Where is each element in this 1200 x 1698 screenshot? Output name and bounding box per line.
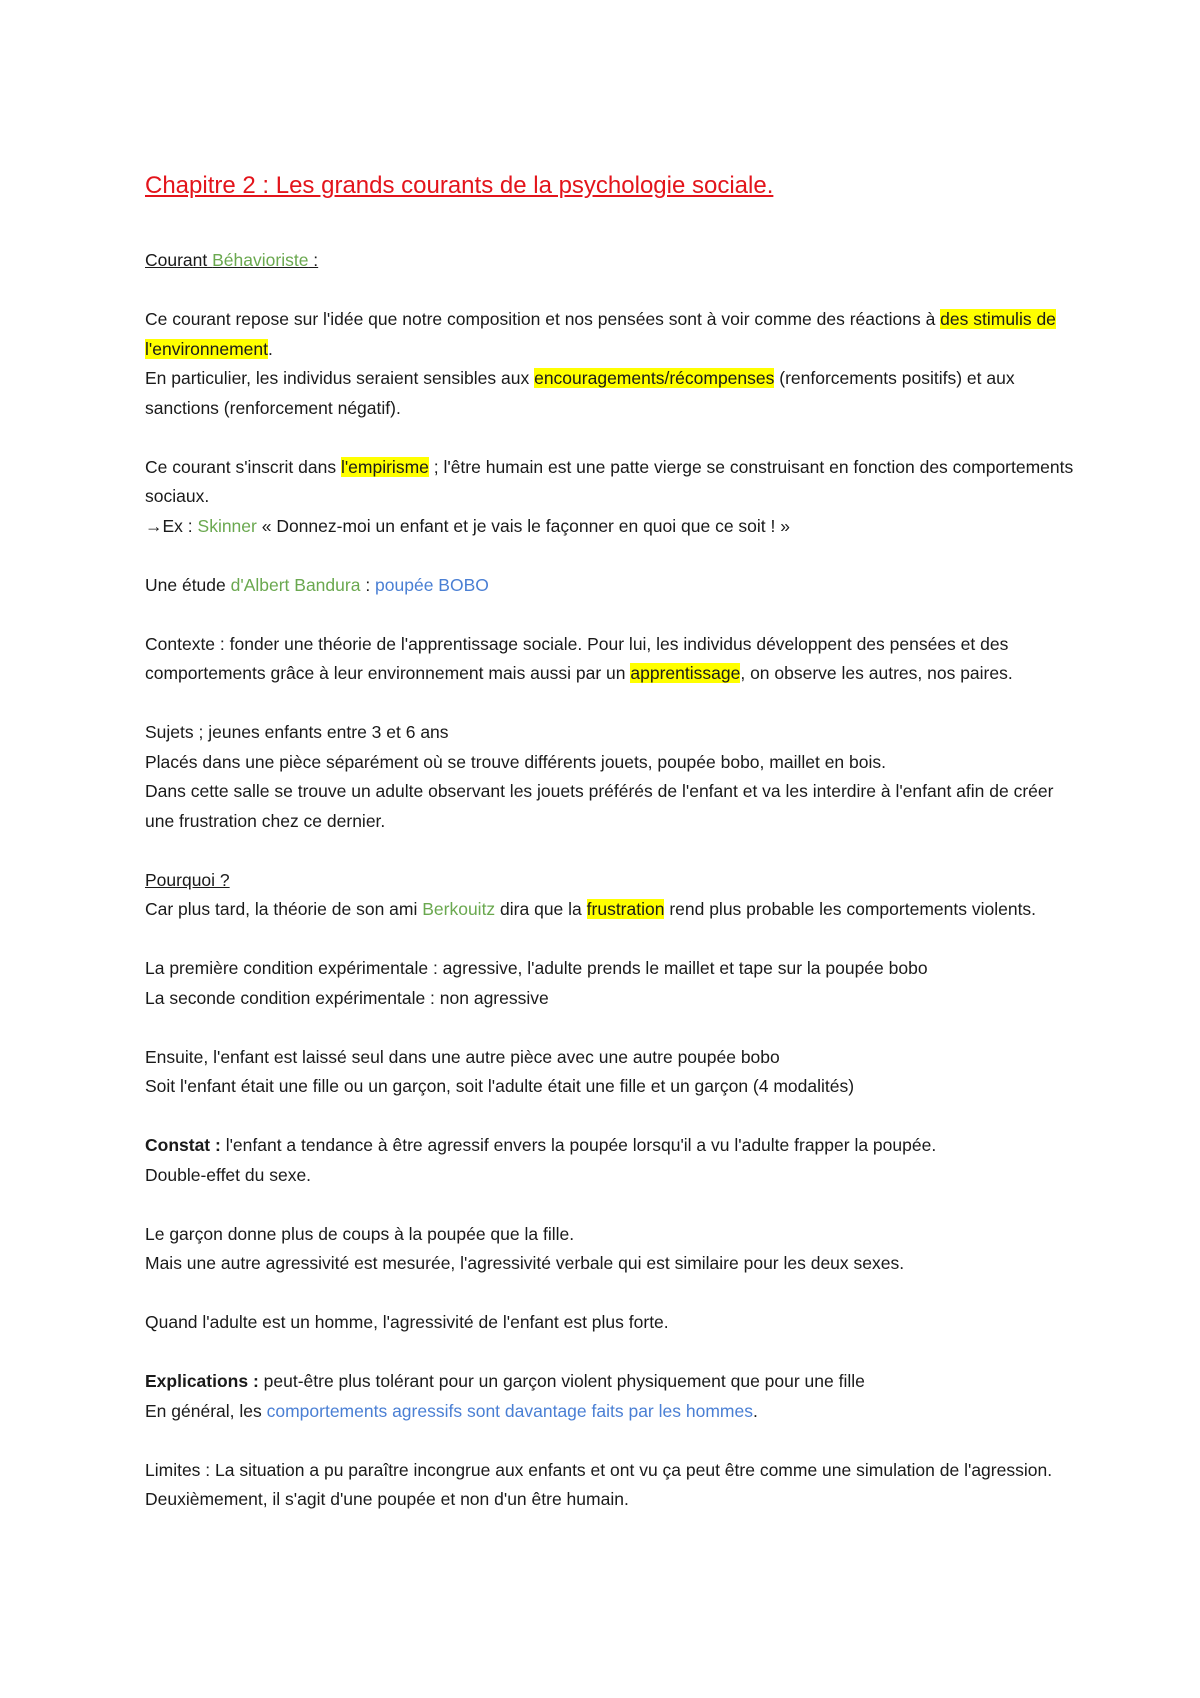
why-heading: Pourquoi ? bbox=[145, 869, 230, 890]
paragraph-finding: Constat : l'enfant a tendance à être agressif envers la poupée lorsqu'il a vu l'adulte frapper la poupée. Double-effet du sexe. bbox=[145, 1135, 937, 1185]
study-subject: poupée BOBO bbox=[375, 574, 489, 595]
highlight: apprentissage bbox=[630, 663, 741, 683]
author-name: d'Albert Bandura bbox=[230, 574, 361, 595]
author-name: Berkouitz bbox=[422, 899, 496, 919]
blue-emphasis: comportements agressifs sont davantage faits par les hommes bbox=[266, 1400, 753, 1421]
highlight: encouragements/récompenses bbox=[534, 368, 775, 388]
finding-label: Constat : bbox=[145, 1135, 221, 1155]
document-page bbox=[145, 170, 1075, 1544]
author-name: Skinner bbox=[197, 515, 257, 536]
paragraph-bandura-study: Une étude d'Albert Bandura : poupée BOBO bbox=[145, 574, 489, 595]
highlight: frustration bbox=[586, 899, 665, 919]
highlight: des stimulis de l'environnement bbox=[145, 309, 1056, 359]
paragraph-context: Contexte : fonder une théorie de l'apprentissage sociale. Pour lui, les individus développent des pensées et des comportements grâce à leur environnement mais aussi par un apprentissage, on observe les autres, nos paires. bbox=[145, 633, 1013, 683]
section-heading: Courant Béhavioriste : bbox=[145, 250, 319, 270]
paragraph-why: Pourquoi ? Car plus tard, la théorie de son ami Berkouitz dira que la frustration rend plus probable les comportements violents. bbox=[145, 869, 1037, 919]
paragraph-limits: Limites : La situation a pu paraître incongrue aux enfants et ont vu ça peut être comme une simulation de l'agression. Deuxièmement, il s'agit d'une poupée et non d'un être humain. bbox=[145, 1459, 1053, 1509]
paragraph-conditions: La première condition expérimentale : agressive, l'adulte prends le maillet et tape sur la poupée bobo La seconde condition expérimentale : non agressive bbox=[145, 958, 928, 1008]
paragraph-gender-difference: Le garçon donne plus de coups à la poupée que la fille. Mais une autre agressivité est mesurée, l'agressivité verbale qui est similaire pour les deux sexes. bbox=[145, 1223, 905, 1273]
paragraph-behaviorism-definition: Ce courant repose sur l'idée que notre composition et nos pensées sont à voir comme des réactions à des stimulis de l'environnement. En particulier, les individus seraient sensibles aux encouragements/récompenses (renforcements positifs) et aux sanctions (renforcement négatif). bbox=[145, 309, 1056, 418]
highlight: l'empirisme bbox=[340, 456, 429, 477]
paragraph-empiricism: Ce courant s'inscrit dans l'empirisme ; l'être humain est une patte vierge se construisant en fonction des comportements sociaux. →Ex : Skinner « Donnez-moi un enfant et je vais le façonner en quoi que ce soit ! » bbox=[145, 456, 1074, 536]
chapter-title: Chapitre 2 : Les grands courants de la psychologie sociale. bbox=[145, 172, 774, 199]
paragraph-explanations: Explications : peut-être plus tolérant pour un garçon violent physiquement que pour une fille En général, les comportements agressifs sont davantage faits par les hommes. bbox=[145, 1371, 865, 1421]
paragraph-next-step: Ensuite, l'enfant est laissé seul dans une autre pièce avec une autre poupée bobo Soit l'enfant était une fille ou un garçon, soit l'adulte était une fille et un garçon (4 modalités) bbox=[145, 1046, 855, 1096]
paragraph-subjects: Sujets ; jeunes enfants entre 3 et 6 ans Placés dans une pièce séparément où se trouve différents jouets, poupée bobo, maillet en bois. Dans cette salle se trouve un adulte observant les jouets préférés de l'enfant et va les interdire à l'enfant afin de créer une frustration chez ce dernier. bbox=[145, 722, 1054, 831]
paragraph-adult-male: Quand l'adulte est un homme, l'agressivité de l'enfant est plus forte. bbox=[145, 1312, 669, 1332]
explanations-label: Explications : bbox=[145, 1371, 259, 1391]
current-name: Béhavioriste bbox=[212, 250, 309, 270]
